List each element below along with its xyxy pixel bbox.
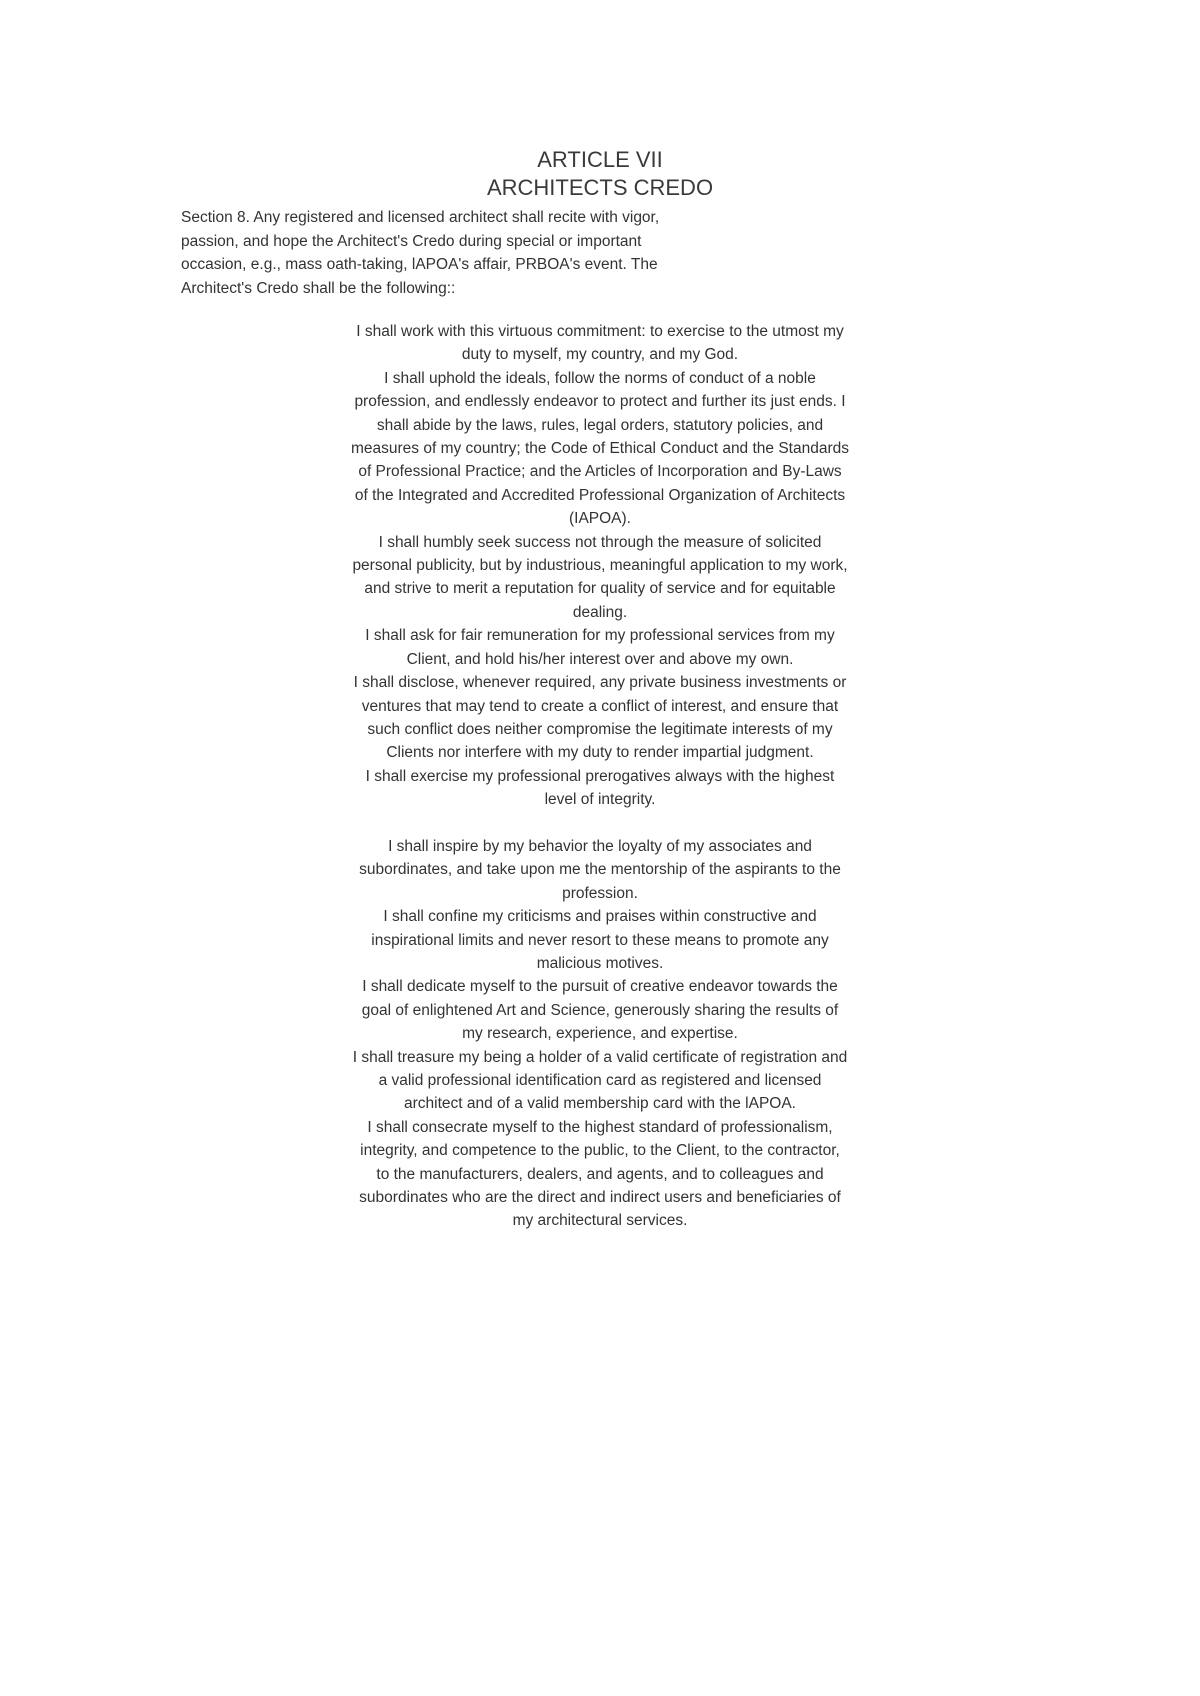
credo-line: Clients nor interfere with my duty to render impartial judgment.: [386, 744, 814, 762]
credo-line: a valid professional identification card as registered and licensed: [378, 1071, 822, 1089]
credo-line: and strive to merit a reputation for quality of service and for equitable: [364, 580, 836, 598]
credo-line: personal publicity, but by industrious, meaningful application to my work,: [352, 557, 848, 575]
article-title: ARCHITECTS CREDO: [486, 175, 714, 200]
credo-line: to the manufacturers, dealers, and agents, and to colleagues and: [376, 1165, 824, 1183]
credo-line: (IAPOA).: [568, 510, 631, 528]
credo-line: my research, experience, and expertise.: [462, 1025, 738, 1043]
credo-line: of the Integrated and Accredited Professional Organization of Architects: [354, 486, 846, 504]
credo-line: level of integrity.: [544, 791, 656, 809]
credo-line: I shall ask for fair remuneration for my professional services from my: [365, 627, 835, 645]
credo-line: profession, and endlessly endeavor to protect and further its just ends. I: [354, 393, 846, 411]
credo-line: subordinates, and take upon me the mentorship of the aspirants to the: [359, 861, 841, 879]
credo-line: profession.: [562, 884, 638, 902]
section-intro-line: passion, and hope the Architect's Credo during special or important: [181, 232, 642, 250]
credo-line: subordinates who are the direct and indirect users and beneficiaries of: [359, 1189, 841, 1207]
section-intro-line: Architect's Credo shall be the following::: [181, 279, 456, 297]
credo-line: I shall consecrate myself to the highest standard of professionalism,: [367, 1118, 833, 1136]
credo-line: I shall disclose, whenever required, any private business investments or: [353, 674, 847, 692]
credo-line: such conflict does neither compromise the legitimate interests of my: [367, 720, 833, 738]
article-number: ARTICLE VII: [537, 147, 663, 172]
architects-credo-text: [310, 320, 890, 1233]
credo-line: dealing.: [572, 603, 628, 621]
credo-line: I shall humbly seek success not through the measure of solicited: [378, 533, 822, 551]
credo-line: I shall work with this virtuous commitment: to exercise to the utmost my: [356, 323, 844, 340]
credo-line: I shall inspire by my behavior the loyalty of my associates and: [388, 837, 812, 855]
credo-line: I shall exercise my professional prerogatives always with the highest: [365, 767, 835, 785]
credo-line: inspirational limits and never resort to these means to promote any: [371, 931, 829, 949]
credo-line: I shall treasure my being a holder of a valid certificate of registration and: [352, 1048, 848, 1066]
credo-line: duty to myself, my country, and my God.: [461, 346, 739, 364]
section-intro-line: occasion, e.g., mass oath-taking, lAPOA's affair, PRBOA's event. The: [181, 256, 658, 273]
paragraph-gap: [310, 812, 890, 835]
credo-line: I shall uphold the ideals, follow the norms of conduct of a noble: [384, 369, 816, 387]
credo-line: ventures that may tend to create a conflict of interest, and ensure that: [361, 697, 839, 715]
credo-line: Client, and hold his/her interest over and above my own.: [406, 650, 794, 668]
article-header: [0, 146, 1200, 202]
credo-line: architect and of a valid membership card with the lAPOA.: [404, 1095, 796, 1113]
credo-line: goal of enlightened Art and Science, generously sharing the results of: [361, 1001, 839, 1019]
credo-line: measures of my country; the Code of Ethical Conduct and the Standards: [351, 440, 849, 458]
credo-line: I shall confine my criticisms and praises within constructive and: [383, 908, 817, 926]
credo-line: shall abide by the laws, rules, legal orders, statutory policies, and: [376, 416, 824, 434]
credo-line: of Professional Practice; and the Articles of Incorporation and By-Laws: [358, 463, 842, 481]
section-8-intro: [181, 206, 741, 300]
credo-line: malicious motives.: [536, 954, 664, 972]
section-intro-line: Section 8. Any registered and licensed architect shall recite with vigor,: [181, 209, 660, 226]
credo-line: my architectural services.: [512, 1212, 688, 1230]
credo-line: integrity, and competence to the public, to the Client, to the contractor,: [360, 1142, 840, 1160]
credo-line: I shall dedicate myself to the pursuit of creative endeavor towards the: [362, 978, 838, 996]
